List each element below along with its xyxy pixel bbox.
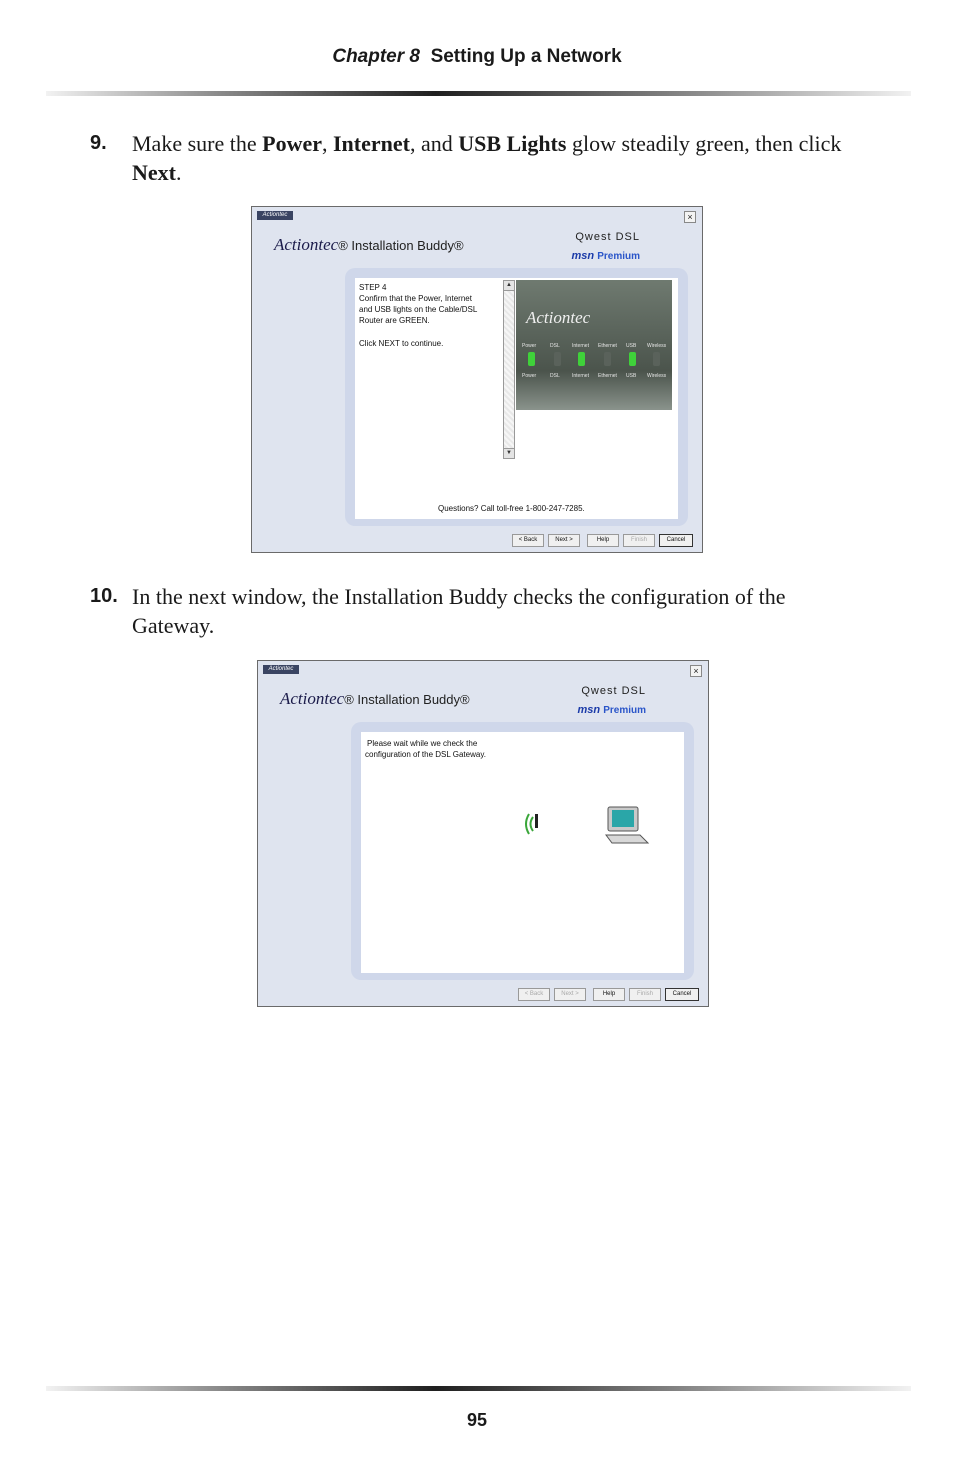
led-label: Internet xyxy=(572,373,589,379)
router-brand: Actiontec xyxy=(526,308,591,327)
content-panel xyxy=(351,722,694,980)
step-10 xyxy=(90,582,850,640)
page-number: 95 xyxy=(466,1410,488,1430)
cancel-button[interactable]: Cancel xyxy=(659,534,693,547)
led-label: DSL xyxy=(550,373,560,379)
led-label: Ethernet xyxy=(598,373,617,379)
close-icon[interactable]: × xyxy=(684,211,696,223)
chapter-title: Setting Up a Network xyxy=(430,46,622,67)
step-number: 10. xyxy=(90,585,118,607)
instruction-line-3: Router are GREEN. xyxy=(359,316,430,325)
continue-text: Click NEXT to continue. xyxy=(359,339,444,348)
router-front-image xyxy=(516,280,672,410)
wireless-led xyxy=(653,352,660,366)
next-button[interactable]: Next > xyxy=(554,988,586,1001)
scroll-down-icon[interactable]: ▼ xyxy=(504,448,514,458)
finish-button[interactable]: Finish xyxy=(623,534,655,547)
power-led xyxy=(528,352,535,366)
help-button[interactable]: Help xyxy=(593,988,625,1001)
computer-icon xyxy=(604,805,650,847)
app-title: Actiontec® Installation Buddy® xyxy=(280,689,470,708)
actiontec-logo-icon: Actiontec xyxy=(263,665,299,674)
cancel-button[interactable]: Cancel xyxy=(665,988,699,1001)
step-text: Make sure the Power, Internet, and USB Lights glow steadily green, then click Next. xyxy=(132,131,842,185)
installation-buddy-step4-screenshot xyxy=(251,206,703,553)
finish-button[interactable]: Finish xyxy=(629,988,661,1001)
wait-line-2: configuration of the DSL Gateway. xyxy=(365,750,486,759)
msn-premium-logo: msn Premium xyxy=(571,250,640,262)
chapter-label: Chapter 8 xyxy=(332,46,420,67)
led-label: Internet xyxy=(572,343,589,349)
content-area xyxy=(361,732,684,973)
button-row xyxy=(510,534,695,547)
qwest-dsl-logo: Qwest DSL xyxy=(575,231,640,243)
ethernet-led xyxy=(604,352,611,366)
next-button[interactable]: Next > xyxy=(548,534,580,547)
wait-line-1: Please wait while we check the xyxy=(367,739,478,748)
led-label: Wireless xyxy=(647,373,667,379)
led-label: USB xyxy=(626,373,637,379)
usb-led xyxy=(629,352,636,366)
instruction-line-1: Confirm that the Power, Internet xyxy=(359,294,472,303)
content-area xyxy=(355,278,678,519)
led-label: Wireless xyxy=(647,343,667,349)
instruction-line-2: and USB lights on the Cable/DSL xyxy=(359,305,478,314)
content-panel xyxy=(345,268,688,526)
back-button[interactable]: < Back xyxy=(518,988,550,1001)
step-number: 9. xyxy=(90,132,107,154)
step-text: In the next window, the Installation Buddy checks the configuration of the Gateway. xyxy=(132,584,786,638)
qwest-dsl-logo: Qwest DSL xyxy=(581,685,646,697)
running-header xyxy=(0,46,954,68)
scrollbar[interactable] xyxy=(503,280,515,459)
actiontec-logo-icon: Actiontec xyxy=(257,211,293,220)
footer-rule xyxy=(46,1386,911,1391)
step-title: STEP 4 xyxy=(359,283,387,292)
dsl-led xyxy=(554,352,561,366)
installation-buddy-checking-screenshot xyxy=(257,660,709,1007)
close-icon[interactable]: × xyxy=(690,665,702,677)
step-9 xyxy=(90,129,850,187)
led-label: USB xyxy=(626,343,637,349)
led-label: Power xyxy=(522,373,537,379)
back-button[interactable]: < Back xyxy=(512,534,544,547)
msn-premium-logo: msn Premium xyxy=(577,704,646,716)
help-button[interactable]: Help xyxy=(587,534,619,547)
app-title: Actiontec® Installation Buddy® xyxy=(274,235,464,254)
header-rule xyxy=(46,91,911,96)
scroll-up-icon[interactable]: ▲ xyxy=(504,281,514,291)
button-row xyxy=(516,988,701,1001)
signal-waves-icon xyxy=(521,810,541,838)
led-label: Power xyxy=(522,343,537,349)
led-label: Ethernet xyxy=(598,343,617,349)
internet-led xyxy=(578,352,585,366)
led-label: DSL xyxy=(550,343,560,349)
support-phone: Questions? Call toll-free 1-800-247-7285. xyxy=(438,504,585,513)
